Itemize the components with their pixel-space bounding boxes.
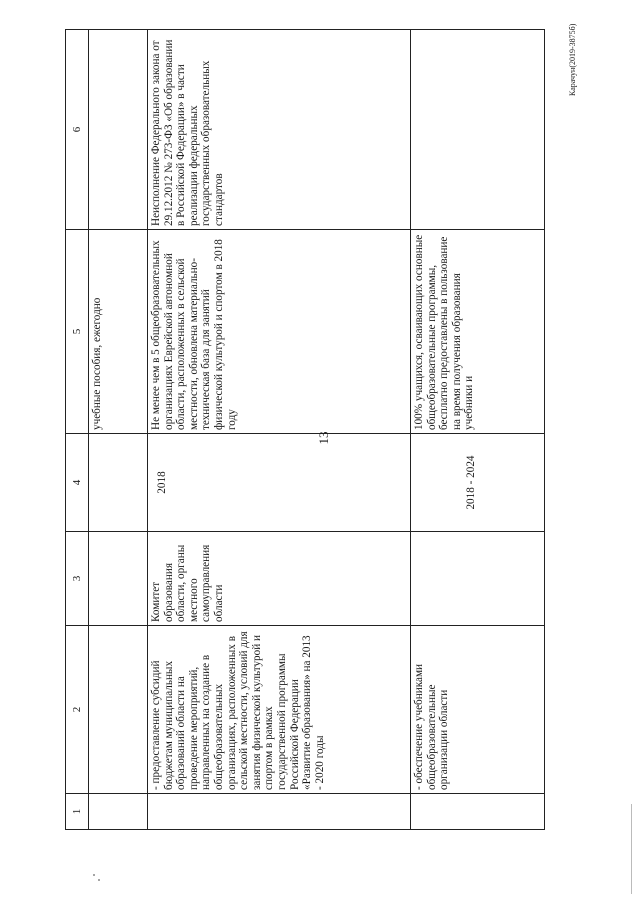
cell-consequence <box>411 30 545 230</box>
scan-edge-line <box>631 804 632 894</box>
column-header-1: 1 <box>66 794 89 830</box>
table-row <box>89 30 148 830</box>
cell-executor <box>411 532 545 626</box>
cell-result: 100% учащихся, осваивающих основные общеобразовательные программы, бесплатно предоставлены в пользование на время получения образования учебники и <box>411 230 545 434</box>
table-header-row <box>66 30 89 830</box>
cell-number <box>411 794 545 830</box>
page-number: 13 <box>316 431 331 445</box>
column-header-2: 2 <box>66 626 89 794</box>
rotated-page <box>65 30 545 830</box>
table-row <box>148 30 411 830</box>
scan-speck <box>98 879 100 881</box>
cell-result: Не менее чем в 5 общеобразовательных организациях Еврейской автономной области, расположенных в сельской местности, обновлена материально-техническая база для занятий физической культурой и спортом в 2018 году <box>148 230 411 434</box>
cell-period: 2018 - 2024 <box>411 434 545 532</box>
column-header-6: 6 <box>66 30 89 230</box>
cell-executor <box>89 532 148 626</box>
cell-consequence <box>89 30 148 230</box>
column-header-5: 5 <box>66 230 89 434</box>
document-code: Карачун(2019-3875б) <box>568 23 577 96</box>
cell-measure <box>89 626 148 794</box>
table-row <box>411 30 545 830</box>
column-header-3: 3 <box>66 532 89 626</box>
cell-executor: Комитет образования области, органы местного самоуправления области <box>148 532 411 626</box>
cell-period <box>89 434 148 532</box>
cell-number <box>148 794 411 830</box>
cell-result: учебные пособия, ежегодно <box>89 230 148 434</box>
cell-measure: - предоставление субсидий бюджетам муниципальных образований области на проведение мероприятий, направленных на создание в общеобразовательных организациях, расположенных в сельской местности, условий для занятия физической культурой и спортом в рамках государственной программы Российской Федерации «Развитие образования» на 2013 - 2020 годы <box>148 626 411 794</box>
cell-number <box>89 794 148 830</box>
scan-speck <box>93 874 95 876</box>
cell-consequence: Неисполнение Федерального закона от 29.12.2012 № 273-ФЗ «Об образовании в Российской Федерации» в части реализации федеральных государственных образовательных стандартов <box>148 30 411 230</box>
cell-period: 2018 <box>148 434 411 532</box>
measures-table <box>65 29 545 830</box>
column-header-4: 4 <box>66 434 89 532</box>
cell-measure: - обеспечение учебниками общеобразовательные организации области <box>411 626 545 794</box>
